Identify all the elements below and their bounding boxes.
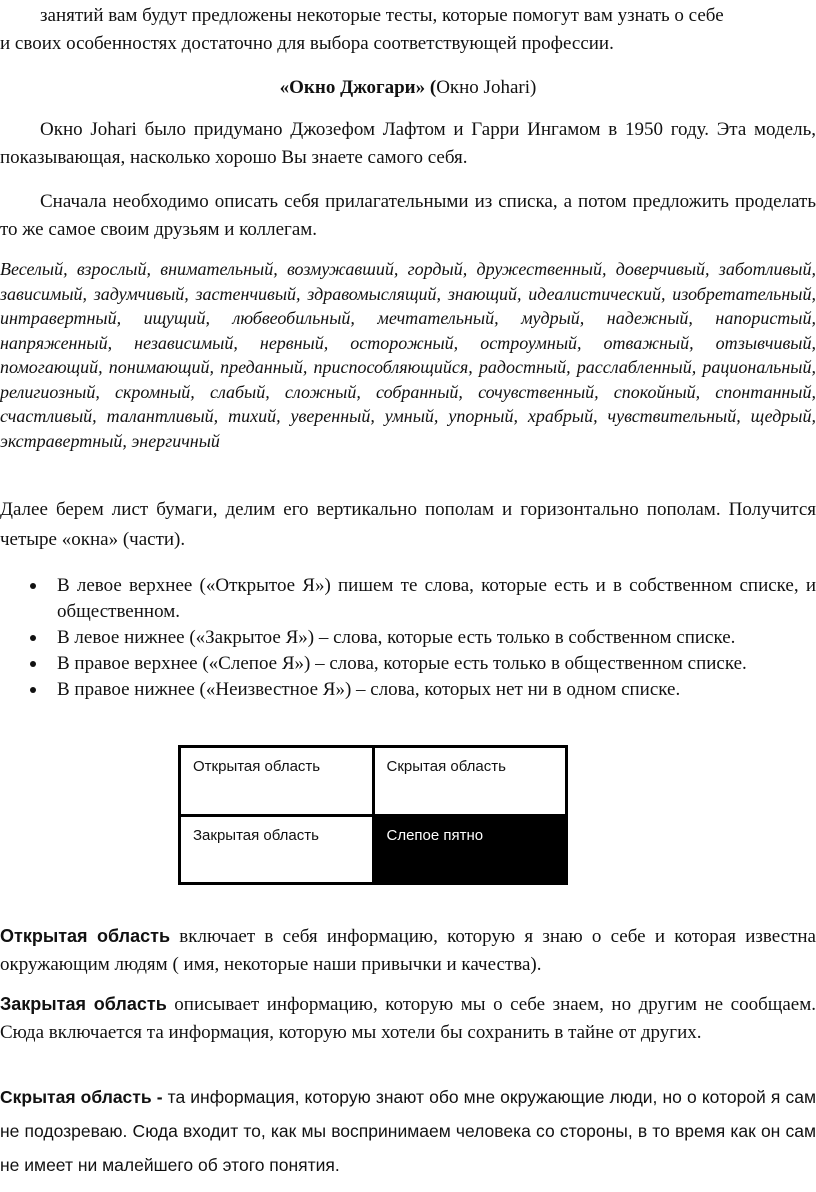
intro-line-2: и своих особенностях достаточно для выбора соответствующей профессии. [0,33,614,54]
paragraph-instructions: Сначала необходимо описать себя прилагательными из списка, а потом предложить проделать то же самое своим друзьям и коллегам. [0,191,816,240]
grid-cell-closed: Закрытая область [181,817,372,883]
johari-window-grid [178,745,568,885]
paragraph-johari-origin: Окно Johari было придумано Джозефом Лафтом и Гарри Ингамом в 1950 году. Эта модель, показывающая, насколько хорошо Вы знаете самого себя. [0,119,816,168]
bullet-list [0,573,816,703]
section-heading [0,74,816,102]
definition-hidden-area [0,1080,816,1182]
definition-text: описывает информацию, которую мы о себе знаем, но другим не сообщаем. Сюда включается та информация, которую мы хотели бы сохранить в тайне от других. [0,994,816,1043]
definition-term: Закрытая область [0,994,167,1014]
adjective-list: Веселый, взрослый, внимательный, возмужавший, гордый, дружественный, доверчивый, заботливый, зависимый, задумчивый, застенчивый, здравомыслящий, знающий, идеалистический, изобретательный, интравертный, ищущий, любвеобильный, мечтательный, мудрый, надежный, напористый, напряженный, независимый, нервный, осторожный, остроумный, отважный, отзывчивый, помогающий, понимающий, преданный, приспособляющийся, радостный, расслабленный, рациональный, религиозный, скромный, слабый, сложный, собранный, сочувственный, спокойный, спонтанный, счастливый, талантливый, тихий, уверенный, умный, упорный, храбрый, чувствительный, щедрый, экстравертный, энергичный [0,259,816,451]
grid-cell-blind-spot: Слепое пятно [375,817,566,883]
list-item: В правое нижнее («Неизвестное Я») – слова, которых нет ни в одном списке. [0,677,816,703]
paragraph-sheet: Далее берем лист бумаги, делим его вертикально пополам и горизонтально пополам. Получится четыре «окна» (части). [0,499,816,550]
heading-bold: «Окно Джогари» ( [279,77,437,98]
heading-normal: Окно Johari) [436,77,537,98]
list-item: В левое нижнее («Закрытое Я») – слова, которые есть только в собственном списке. [0,625,816,651]
definition-open-area [0,922,816,979]
bullet-icon [30,635,36,641]
list-item: В левое верхнее («Открытое Я») пишем те слова, которые есть и в собственном списке, и общественном. [0,573,816,625]
definition-term: Открытая область [0,926,171,946]
bullet-icon [30,583,36,589]
bullet-icon [30,687,36,693]
definition-text: та информация, которую знают обо мне окружающие люди, но о которой я сам не подозреваю. Сюда входит то, как мы воспринимаем человека со стороны, в то время как он сам не имеет ни малейшего об этого понятия. [0,1087,816,1175]
intro-line-1: занятий вам будут предложены некоторые тесты, которые помогут вам узнать о себе [40,5,724,26]
grid-cell-open: Открытая область [181,748,372,814]
definition-closed-area [0,990,816,1047]
grid-cell-hidden: Скрытая область [375,748,566,814]
list-item: В правое верхнее («Слепое Я») – слова, которые есть только в общественном списке. [0,651,816,677]
bullet-icon [30,661,36,667]
definition-term: Скрытая область - [0,1087,163,1107]
definition-text: включает в себя информацию, которую я знаю о себе и которая известна окружающим людям ( имя, некоторые наши привычки и качества). [0,926,816,975]
